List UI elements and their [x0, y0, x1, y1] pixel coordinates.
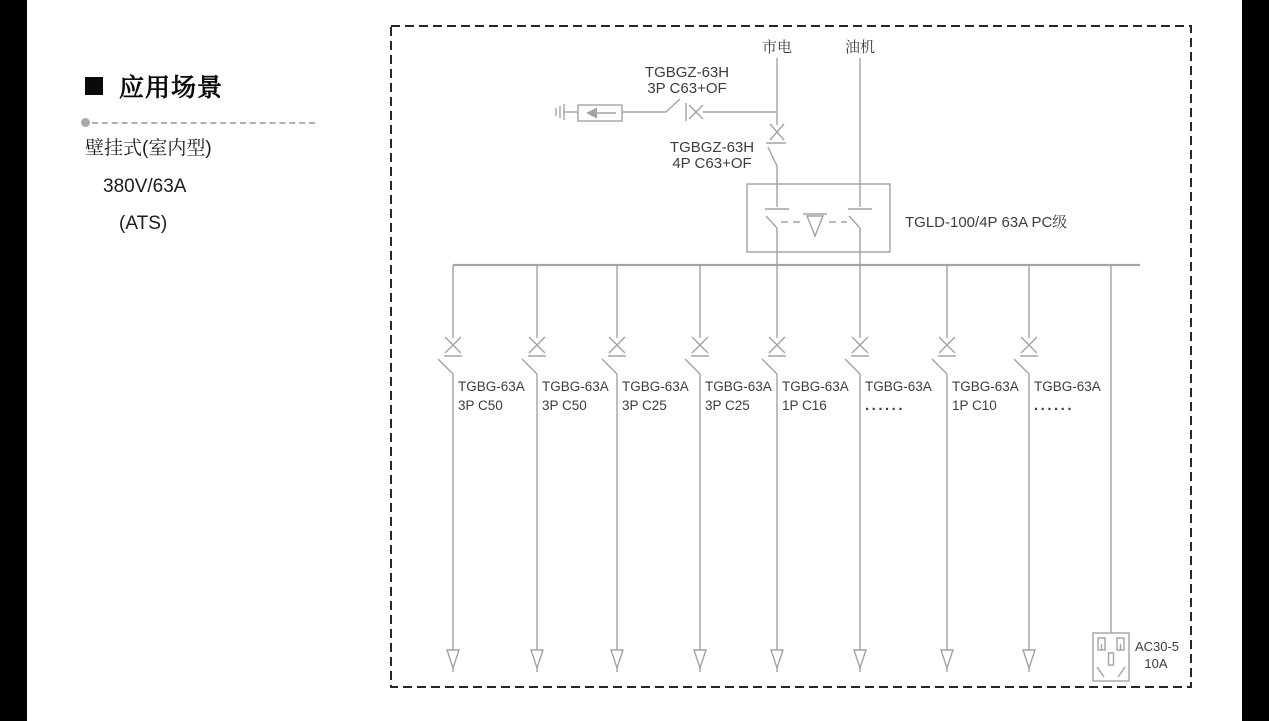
branch-name: TGBG-63A: [782, 379, 849, 394]
branch-spec: 3P C25: [705, 398, 750, 413]
square-bullet-icon: [85, 77, 103, 95]
breaker-x-contact-icon: [770, 124, 784, 140]
branch-4: [685, 265, 772, 672]
breaker-blade-icon: [768, 147, 777, 166]
generator-source-label: 油机: [844, 39, 876, 56]
branch-7: [932, 265, 1019, 672]
branch-name: TGBG-63A: [865, 379, 932, 394]
separator-line: [92, 122, 315, 124]
socket-icon: [1093, 633, 1129, 681]
spd-breaker-icon: [666, 99, 703, 121]
branch-name: TGBG-63A: [458, 379, 525, 394]
socket-feeder: [1093, 265, 1179, 681]
branch-name: TGBG-63A: [622, 379, 689, 394]
mount-type-label: 壁挂式(室内型): [85, 138, 212, 159]
ats-switch-icon: [747, 184, 890, 265]
spd-breaker-name: TGBGZ-63H: [644, 64, 730, 81]
spd-icon: [578, 105, 622, 121]
branch-spec: 3P C25: [622, 398, 667, 413]
branch-3: [602, 265, 689, 672]
ground-icon: [556, 104, 564, 120]
ats-coil-icon: [803, 214, 827, 236]
branch-spec: ......: [1034, 397, 1075, 414]
application-scenario-panel: [85, 68, 365, 233]
branch-spec: ......: [865, 397, 906, 414]
left-black-band: [0, 0, 27, 721]
main-breaker-name: TGBGZ-63H: [669, 139, 755, 156]
branch-name: TGBG-63A: [1034, 379, 1101, 394]
ats-label: (ATS): [119, 213, 168, 234]
branch-5: [762, 265, 849, 672]
separator-dot-icon: [81, 118, 90, 127]
ats-model-label: TGLD-100/4P 63A PC级: [905, 214, 1068, 231]
single-line-diagram: [390, 25, 1192, 688]
socket-rating-label: 10A: [1144, 656, 1168, 671]
branch-2: [522, 265, 609, 672]
branch-name: TGBG-63A: [705, 379, 772, 394]
section-title: 应用场景: [119, 74, 224, 102]
section-heading: [85, 68, 365, 104]
spd-branch: [556, 99, 777, 121]
branch-spec: 1P C16: [782, 398, 827, 413]
branch-spec: 3P C50: [542, 398, 587, 413]
socket-model-label: AC30-5: [1134, 639, 1180, 654]
right-black-band: [1242, 0, 1269, 721]
branch-spec: 3P C50: [458, 398, 503, 413]
diagram-border: [391, 26, 1191, 687]
branch-spec: 1P C10: [952, 398, 997, 413]
branch-name: TGBG-63A: [952, 379, 1019, 394]
branch-6: [845, 265, 932, 672]
branch-name: TGBG-63A: [542, 379, 609, 394]
branch-1: [438, 265, 525, 672]
spd-breaker-spec: 3P C63+OF: [647, 80, 727, 97]
mains-source-label: 市电: [761, 39, 793, 56]
dashed-separator: [81, 118, 315, 127]
branch-8: [1014, 265, 1101, 672]
rating-label: 380V/63A: [103, 176, 187, 197]
main-breaker-spec: 4P C63+OF: [672, 155, 752, 172]
